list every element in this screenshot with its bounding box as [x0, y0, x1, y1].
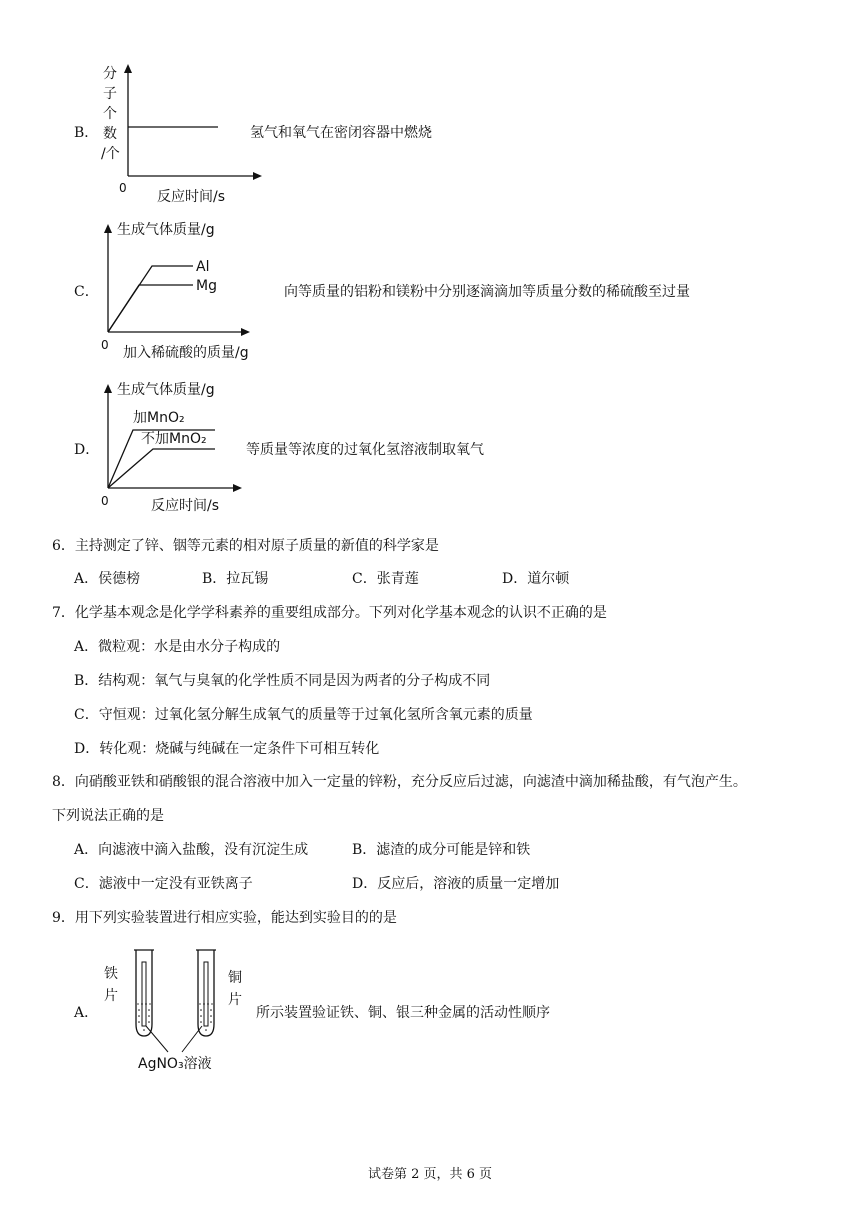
question-8-option: D．反应后，溶液的质量一定增加 — [352, 876, 560, 892]
pointer-line — [146, 1026, 168, 1052]
question-8-option: C．滤液中一定没有亚铁离子 — [74, 876, 253, 892]
x-axis-label: 加入稀硫酸的质量/g — [123, 345, 249, 361]
question-8-stem-continued: 下列说法正确的是 — [52, 808, 164, 824]
series-line-mg — [108, 285, 193, 332]
option-a-description: 所示装置验证铁、铜、银三种金属的活动性顺序 — [256, 1005, 550, 1021]
origin-label: 0 — [119, 181, 127, 195]
test-tube-diagram — [98, 944, 258, 1076]
y-axis-char: 数 — [103, 126, 117, 142]
question-8-stem: 8．向硝酸亚铁和硝酸银的混合溶液中加入一定量的锌粉，充分反应后过滤，向滤渣中滴加稀盐酸，有气泡产生。 — [52, 774, 747, 790]
option-b-description: 氢气和氧气在密闭容器中燃烧 — [250, 125, 432, 141]
option-b-letter: B． — [74, 125, 99, 141]
option-d-description: 等质量等浓度的过氧化氢溶液制取氧气 — [246, 442, 484, 458]
option-b-graph — [95, 58, 265, 208]
line-label-without-catalyst: 不加MnO₂ — [141, 431, 207, 447]
y-axis-label: 生成气体质量/g — [117, 382, 215, 398]
option-d-graph — [95, 372, 255, 517]
series-line-without-catalyst — [108, 449, 215, 488]
pointer-line — [182, 1026, 202, 1052]
question-8-option: B．滤渣的成分可能是锌和铁 — [352, 842, 531, 858]
copper-plate-label: 片 — [228, 992, 242, 1008]
question-7-option: B．结构观：氧气与臭氧的化学性质不同是因为两者的分子构成不同 — [74, 673, 491, 689]
page-footer: 试卷第 2 页，共 6 页 — [367, 1167, 493, 1182]
question-6-option: B．拉瓦锡 — [202, 571, 269, 587]
y-axis-char: 子 — [103, 86, 117, 102]
y-axis-char: 分 — [103, 66, 117, 82]
y-axis-arrow — [104, 224, 112, 233]
x-axis-label: 反应时间/s — [151, 498, 220, 514]
question-7-stem: 7．化学基本观念是化学学科素养的重要组成部分。下列对化学基本观念的认识不正确的是 — [52, 605, 607, 621]
y-axis-arrow — [104, 384, 112, 393]
option-d-letter: D． — [74, 442, 100, 458]
option-c-letter: C． — [74, 284, 99, 300]
iron-plate-label: 铁 — [104, 966, 118, 982]
x-axis-label: 反应时间/s — [157, 189, 226, 205]
iron-plate-label: 片 — [104, 988, 118, 1004]
origin-label: 0 — [101, 338, 109, 352]
line-label-al: Al — [196, 259, 210, 275]
copper-plate-label: 铜 — [228, 970, 242, 986]
x-axis-arrow — [253, 172, 262, 180]
y-axis-char: 个 — [103, 106, 117, 122]
question-7-option: D．转化观：烧碱与纯碱在一定条件下可相互转化 — [74, 741, 380, 757]
origin-label: 0 — [101, 494, 109, 508]
question-7-option: A．微粒观：水是由水分子构成的 — [74, 639, 281, 655]
series-line-al — [108, 266, 193, 332]
question-6-option: C．张青莲 — [352, 571, 419, 587]
question-9-stem: 9．用下列实验装置进行相应实验，能达到实验目的的是 — [52, 910, 397, 926]
left-test-tube — [134, 950, 154, 1036]
y-axis-label: 生成气体质量/g — [117, 222, 215, 238]
option-c-graph — [95, 212, 285, 364]
solution-label: AgNO₃溶液 — [138, 1056, 212, 1072]
question-6-stem: 6．主持测定了锌、铟等元素的相对原子质量的新值的科学家是 — [52, 538, 439, 554]
question-6-option: D．道尔顿 — [502, 571, 570, 587]
line-label-mg: Mg — [196, 278, 217, 294]
x-axis-arrow — [233, 484, 242, 492]
right-test-tube — [196, 950, 216, 1036]
question-8-option: A．向滤液中滴入盐酸，没有沉淀生成 — [74, 842, 309, 858]
option-c-description: 向等质量的铝粉和镁粉中分别逐滴滴加等质量分数的稀硫酸至过量 — [284, 284, 690, 300]
question-6-option: A．侯德榜 — [74, 571, 141, 587]
x-axis-arrow — [241, 328, 250, 336]
option-a-letter: A． — [74, 1005, 99, 1021]
copper-plate — [204, 962, 208, 1026]
question-7-option: C．守恒观：过氧化氢分解生成氧气的质量等于过氧化氢所含氧元素的质量 — [74, 707, 533, 723]
iron-plate — [142, 962, 146, 1026]
y-axis-char: /个 — [101, 146, 120, 162]
line-label-with-catalyst: 加MnO₂ — [133, 410, 185, 426]
y-axis-arrow — [124, 64, 132, 73]
